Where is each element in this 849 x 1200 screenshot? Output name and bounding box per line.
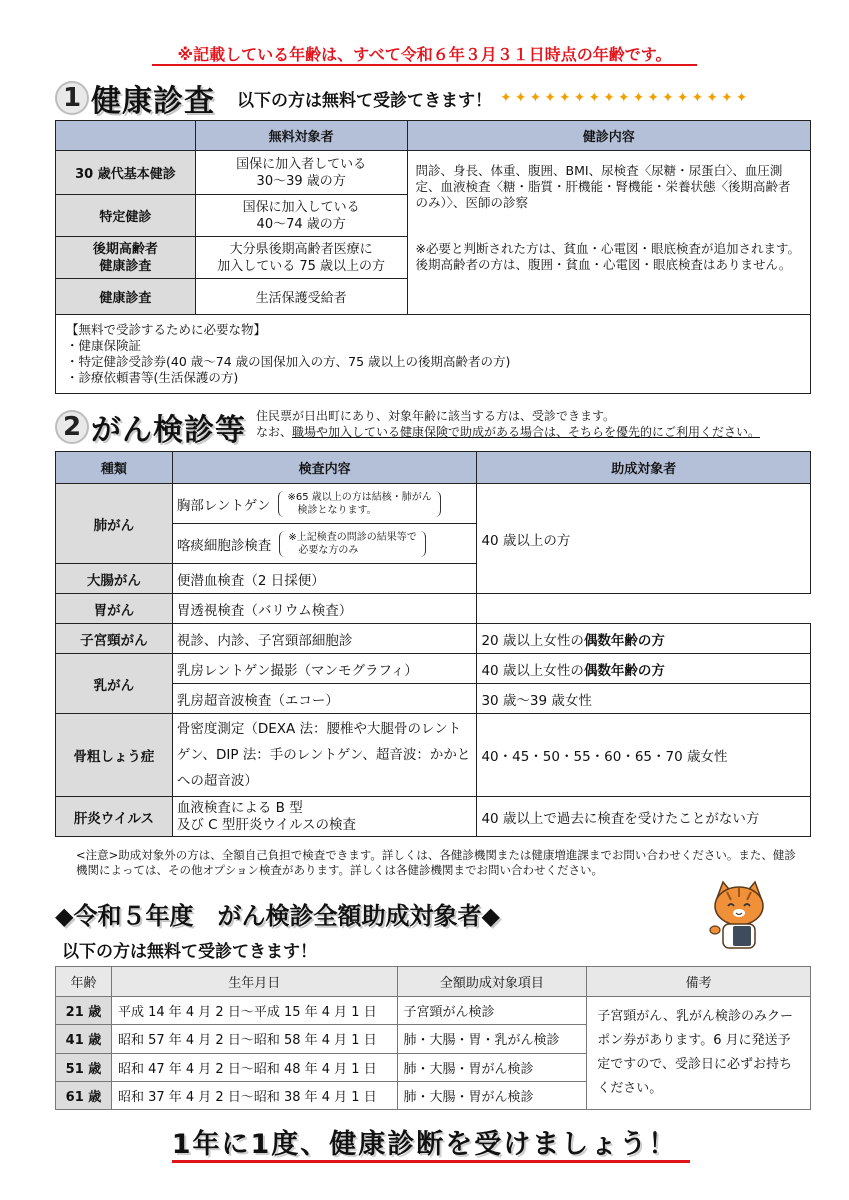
t1-content-text: 問診、身長、体重、腹囲、BMI、尿検査〈尿糖・尿蛋白〉、血圧測定、血液検査〈糖・脂質・肝機能・腎機能・栄養状態〈後期高齢者のみ）〉、医師の診察 bbox=[415, 163, 791, 210]
t3-row-items: 肺・大腸・胃・乳がん検診 bbox=[397, 1025, 587, 1053]
t3-remark: 子宮頸がん、乳がん検診のみクーポン券があります。6 月に発送予定ですので、受診日に必ずお持ちください。 bbox=[587, 997, 811, 1110]
t1-row-label: 後期高齢者 健康診査 bbox=[56, 237, 196, 279]
t3-row-dob: 平成 14 年 4 月 2 日～平成 15 年 4 月 1 日 bbox=[111, 997, 397, 1025]
requirements-item: ・特定健診受診券(40 歳～74 歳の国保加入の方、75 歳以上の後期高齢者の方) bbox=[66, 354, 511, 369]
notice-underline bbox=[152, 64, 697, 66]
t3-row-dob: 昭和 37 年 4 月 2 日～昭和 38 年 4 月 1 日 bbox=[111, 1081, 397, 1109]
t3-row-age: 51 歳 bbox=[56, 1053, 112, 1081]
requirements-item: ・健康保険証 bbox=[66, 338, 142, 353]
t2-header-target: 助成対象者 bbox=[477, 452, 811, 484]
t1-content-note1: ※必要と判断された方は、貧血・心電図・眼底検査が追加されます。 bbox=[415, 241, 800, 256]
t2-label-lung: 肺がん bbox=[56, 484, 173, 564]
t2-header-test: 検査内容 bbox=[172, 452, 477, 484]
section1-subtitle: 以下の方は無料て受診てきます！ bbox=[237, 90, 492, 111]
t3-row-age: 61 歳 bbox=[56, 1081, 112, 1109]
section2-note-line1: 住民票が日出町にあり、対象年齢に該当する方は、受診できます。 bbox=[256, 409, 616, 423]
section3-subtitle: 以下の方は無料て受診てきます！ bbox=[62, 942, 317, 962]
t2-test-breast-mammo: 乳房レントゲン撮影（マンモグラフィ） bbox=[172, 654, 477, 684]
t2-target-cervical-a: 20 歳以上女性の bbox=[481, 632, 584, 649]
t2-test-lung-xray bbox=[172, 484, 477, 524]
t2-test-lung-sputum-text: 喀痰細胞診検査 bbox=[176, 537, 272, 554]
t3-row-age: 41 歳 bbox=[56, 1025, 112, 1053]
t3-row-items: 肺・大腸・胃がん検診 bbox=[397, 1053, 587, 1081]
t1-content-cell bbox=[407, 151, 810, 315]
sparkle-decoration: ✦✦✦✦✦✦✦✦✦✦✦✦✦✦✦✦✦ bbox=[500, 90, 751, 106]
requirements-box bbox=[55, 314, 811, 394]
section3-title: ◆令和５年度 がん検診全額助成対象者◆ bbox=[55, 902, 500, 930]
t3-row-items: 子宮頸がん検診 bbox=[397, 997, 587, 1025]
t1-header-blank bbox=[56, 121, 196, 151]
section2-note-line2a: なお、 bbox=[256, 425, 293, 439]
t3-row-items: 肺・大腸・胃がん検診 bbox=[397, 1081, 587, 1109]
cancer-screening-table bbox=[55, 451, 811, 837]
requirements-heading: 【無料で受診するために必要な物】 bbox=[66, 322, 267, 337]
footer-underline bbox=[172, 1160, 690, 1163]
t2-test-bone: 骨密度測定（DEXA 法：腰椎や大腿骨のレントゲン、DIP 法：手のレントゲン、超音波：かかとへの超音波） bbox=[172, 714, 477, 797]
caution-note: <注意>助成対象外の方は、全額自己負担で検査できます。詳しくは、各健診機関または健康増進課までお問い合わせください。また、健診機関によっては、その他オプション検査があります。詳しくは各健診機関までお問い合わせください。 bbox=[76, 848, 796, 877]
t2-target-cervical-b: 偶数年齢の方 bbox=[583, 632, 665, 649]
t1-row-label: 特定健診 bbox=[56, 195, 196, 237]
t2-target-hepatitis: 40 歳以上で過去に検査を受けたことがない方 bbox=[477, 797, 811, 837]
t2-test-lung-xray-note: ※65 歳以上の方は結核・肺がん 検診となります。 bbox=[278, 491, 440, 517]
cat-mascot-icon bbox=[705, 880, 773, 950]
t2-target-breast-mammo bbox=[477, 654, 811, 684]
t2-target-breast-echo: 30 歳～39 歳女性 bbox=[477, 684, 811, 714]
t2-test-lung-sputum-note: ※上記検査の問診の結果等で 必要な方のみ bbox=[279, 531, 425, 557]
t2-label-colon: 大腸がん bbox=[56, 564, 173, 594]
section2-note-line2b: 職場や加入している健康保険で助成がある場合は、そちらを優先的にご利用ください。 bbox=[292, 425, 761, 439]
t3-header-age: 年齢 bbox=[56, 967, 112, 997]
t2-test-stomach: 胃透視検査（バリウム検査） bbox=[172, 594, 477, 624]
section2-header bbox=[55, 405, 246, 449]
t1-header-target: 無料対象者 bbox=[195, 121, 407, 151]
t2-target-cervical bbox=[477, 624, 811, 654]
full-subsidy-table bbox=[55, 966, 811, 1110]
section2-title: がん検診等 bbox=[91, 413, 246, 448]
footer-slogan: 1年に1度、健康診断を受けましょう！ bbox=[171, 1129, 678, 1160]
t2-label-hepatitis: 肝炎ウイルス bbox=[56, 797, 173, 837]
t2-label-stomach: 胃がん bbox=[56, 594, 173, 624]
t2-target-shared: 40 歳以上の方 bbox=[477, 484, 811, 594]
section2-number: 2 bbox=[55, 410, 89, 444]
t2-test-hepatitis: 血液検査による B 型 及び C 型肝炎ウイルスの検査 bbox=[172, 797, 477, 837]
t2-header-type: 種類 bbox=[56, 452, 173, 484]
section1-number: 1 bbox=[55, 81, 89, 115]
health-checkup-table bbox=[55, 120, 811, 315]
t3-header-dob: 生年月日 bbox=[111, 967, 397, 997]
t2-target-breast-a: 40 歳以上女性の bbox=[481, 662, 584, 679]
requirements-item: ・診療依頼書等(生活保護の方) bbox=[66, 370, 239, 385]
age-notice: ※記載している年齢は、すべて令和６年３月３１日時点の年齢です。 bbox=[177, 45, 672, 64]
t2-target-breast-b: 偶数年齢の方 bbox=[583, 662, 665, 679]
t1-row-target: 国保に加入者している 30～39 歳の方 bbox=[195, 151, 407, 195]
section1-title: 健康診査 bbox=[91, 84, 215, 119]
t2-label-bone: 骨粗しょう症 bbox=[56, 714, 173, 797]
t3-row-age: 21 歳 bbox=[56, 997, 112, 1025]
t3-header-remarks: 備考 bbox=[587, 967, 811, 997]
t1-row-target: 大分県後期高齢者医療に 加入している 75 歳以上の方 bbox=[195, 237, 407, 279]
t2-test-colon: 便潜血検査（2 日採便） bbox=[172, 564, 477, 594]
t2-test-cervical: 視診、内診、子宮頸部細胞診 bbox=[172, 624, 477, 654]
section2-note bbox=[256, 408, 760, 440]
t3-header-items: 全額助成対象項目 bbox=[397, 967, 587, 997]
t1-row-target: 国保に加入している 40～74 歳の方 bbox=[195, 195, 407, 237]
t2-test-lung-xray-text: 胸部レントゲン bbox=[176, 497, 271, 514]
t3-row-dob: 昭和 47 年 4 月 2 日～昭和 48 年 4 月 1 日 bbox=[111, 1053, 397, 1081]
t2-test-breast-echo: 乳房超音波検査（エコー） bbox=[172, 684, 477, 714]
t2-label-breast: 乳がん bbox=[56, 654, 173, 714]
section1-header bbox=[55, 76, 750, 120]
t1-row-label: 健康診査 bbox=[56, 279, 196, 315]
t1-header-content: 健診内容 bbox=[407, 121, 810, 151]
t2-test-lung-sputum bbox=[172, 524, 477, 564]
t2-target-bone: 40・45・50・55・60・65・70 歳女性 bbox=[477, 714, 811, 797]
t1-row-target: 生活保護受給者 bbox=[195, 279, 407, 315]
t2-label-cervical: 子宮頸がん bbox=[56, 624, 173, 654]
t1-row-label: 30 歳代基本健診 bbox=[56, 151, 196, 195]
t3-row-dob: 昭和 57 年 4 月 2 日～昭和 58 年 4 月 1 日 bbox=[111, 1025, 397, 1053]
t1-content-note2: 後期高齢者の方は、腹囲・貧血・心電図・眼底検査はありません。 bbox=[415, 257, 792, 272]
